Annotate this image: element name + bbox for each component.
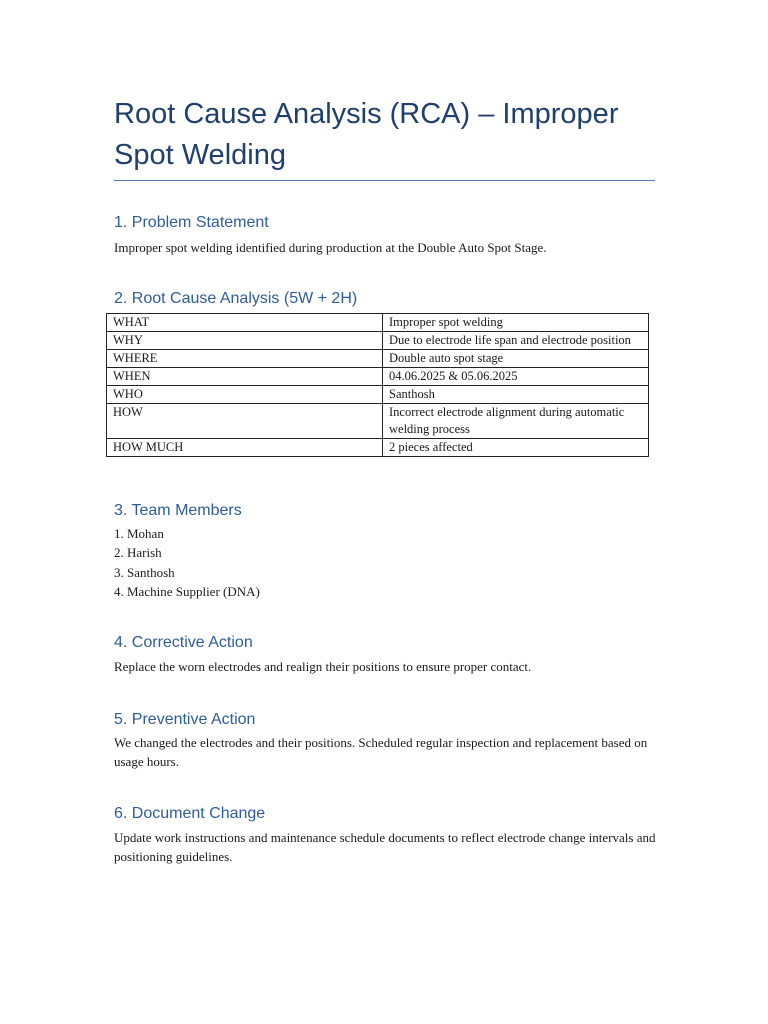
table-row (107, 314, 649, 332)
list-item: 1. Mohan (114, 526, 164, 541)
heading-problem-statement: 1. Problem Statement (114, 214, 269, 231)
rca-value-cell: Due to electrode life span and electrode position (383, 332, 649, 350)
heading-team-members: 3. Team Members (114, 502, 242, 519)
heading-corrective-action: 4. Corrective Action (114, 634, 253, 651)
corrective-action-text: Replace the worn electrodes and realign their positions to ensure proper contact. (114, 659, 532, 674)
rca-key-cell: HOW (107, 404, 383, 439)
rca-value-cell: Double auto spot stage (383, 350, 649, 368)
list-item: 3. Santhosh (114, 564, 175, 580)
title-underline (114, 180, 655, 181)
rca-value-cell: 04.06.2025 & 05.06.2025 (383, 368, 649, 386)
rca-key-cell: HOW MUCH (107, 439, 383, 457)
page-title: Root Cause Analysis (RCA) – Improper Spot Welding (114, 98, 619, 171)
heading-document-change: 6. Document Change (114, 805, 266, 822)
table-row (107, 332, 649, 350)
rca-value-cell: 2 pieces affected (383, 439, 649, 457)
document-change-text: Update work instructions and maintenance schedule documents to reflect electrode change intervals and positioning guidelines. (114, 830, 656, 864)
table-row (107, 386, 649, 404)
heading-preventive-action: 5. Preventive Action (114, 711, 256, 728)
team-members-list (114, 524, 260, 601)
rca-value-cell: Santhosh (383, 386, 649, 404)
problem-statement-text: Improper spot welding identified during production at the Double Auto Spot Stage. (114, 240, 547, 255)
rca-value-cell: Incorrect electrode alignment during automatic welding process (383, 404, 649, 439)
rca-key-cell: WHO (107, 386, 383, 404)
rca-value-cell: Improper spot welding (383, 314, 649, 332)
rca-key-cell: WHAT (107, 314, 383, 332)
rca-key-cell: WHERE (107, 350, 383, 368)
list-item: 2. Harish (114, 545, 162, 561)
table-row (107, 404, 649, 439)
rca-key-cell: WHY (107, 332, 383, 350)
rca-table (106, 313, 649, 457)
table-row (107, 439, 649, 457)
list-item: 4. Machine Supplier (DNA) (114, 583, 260, 599)
table-row (107, 350, 649, 368)
preventive-action-text: We changed the electrodes and their positions. Scheduled regular inspection and replacement based on usage hours. (114, 735, 648, 769)
rca-key-cell: WHEN (107, 368, 383, 386)
heading-root-cause-analysis: 2. Root Cause Analysis (5W + 2H) (114, 290, 358, 307)
table-row (107, 368, 649, 386)
